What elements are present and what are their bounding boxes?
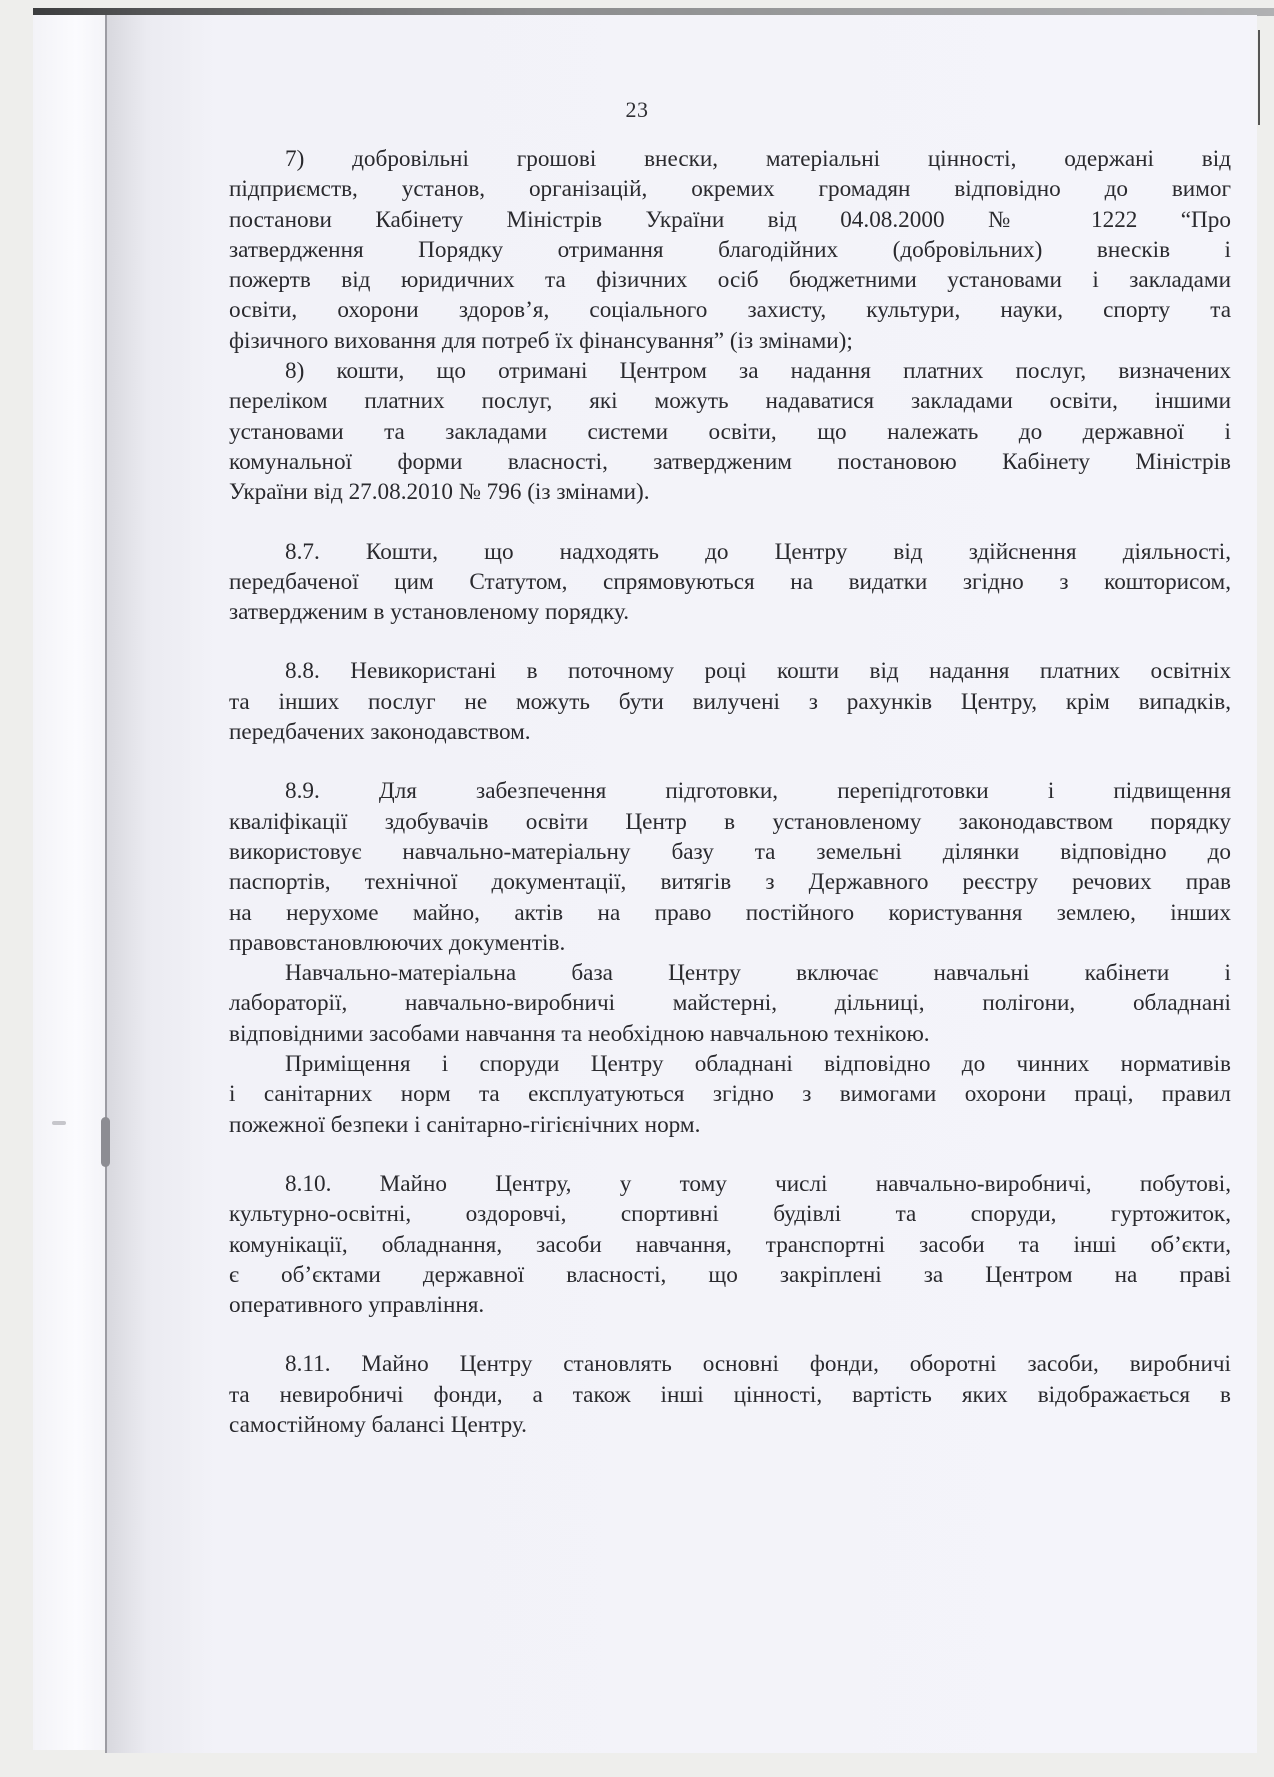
text-line: фізичного виховання для потреб їх фінансування” (із змінами);	[229, 327, 853, 354]
text-line: паспортів, технічної документації, витягів з Державного реєстру речових прав	[229, 869, 1231, 896]
text-line: 7) добровільні грошові внески, матеріальні цінності, одержані від	[285, 146, 1231, 172]
text-line: переліком платних послуг, які можуть надаватися закладами освіти, іншими	[229, 388, 1231, 415]
text-line: 8.8. Невикористані в поточному році кошти від надання платних освітніх	[285, 658, 1231, 685]
text-line: є об’єктами державної власності, що закріплені за Центром на праві	[229, 1261, 1231, 1288]
text-line: підприємств, установ, організацій, окремих громадян відповідно до вимог	[229, 176, 1231, 203]
text-line: України від 27.08.2010 № 796 (із змінами).	[229, 479, 650, 506]
document-body	[229, 144, 1231, 1440]
section-8-10	[229, 1169, 1231, 1320]
text-line: постанови Кабінету Міністрів України від 04.08.2000 № 1222 “Про	[229, 206, 1231, 233]
paragraph-item-7	[229, 144, 1231, 356]
text-line: затвердження Порядку отримання благодійних (добровільних) внесків і	[229, 236, 1231, 263]
text-line: установами та закладами системи освіти, що належать до державної і	[229, 418, 1231, 445]
section-8-8	[229, 656, 1231, 747]
text-line: передбачених законодавством.	[229, 719, 531, 746]
text-line: Приміщення і споруди Центру обладнані відповідно до чинних нормативів	[285, 1051, 1231, 1078]
text-line: та невиробничі фонди, а також інші цінності, вартість яких відображається в	[229, 1381, 1231, 1408]
text-line: 8.7. Кошти, що надходять до Центру від здійснення діяльності,	[285, 538, 1231, 565]
text-line: 8.9. Для забезпечення підготовки, перепідготовки і підвищення	[285, 778, 1231, 805]
text-line: відповідними засобами навчання та необхідною навчальною технікою.	[229, 1020, 930, 1047]
text-line: пожежної безпеки і санітарно-гігієнічних норм.	[229, 1111, 701, 1138]
text-line: та інших послуг не можуть бути вилучені з рахунків Центру, крім випадків,	[229, 688, 1231, 715]
text-line: на нерухоме майно, актів на право постійного користування землею, інших	[229, 899, 1231, 926]
text-line: 8) кошти, що отримані Центром за надання платних послуг, визначених	[285, 358, 1231, 385]
paragraph-premises	[229, 1049, 1231, 1140]
text-line: комунальної форми власності, затвердженим постановою Кабінету Міністрів	[229, 448, 1231, 475]
scan-speck	[52, 1121, 66, 1125]
text-line: освіти, охорони здоров’я, соціального захисту, культури, науки, спорту та	[229, 297, 1231, 324]
text-line: самостійному балансі Центру.	[229, 1411, 527, 1438]
section-8-7	[229, 537, 1231, 628]
adjacent-page-edge	[33, 15, 105, 1750]
paragraph-item-8	[229, 356, 1231, 507]
text-line: лабораторії, навчально-виробничі майстерні, дільниці, полігони, обладнані	[229, 990, 1231, 1017]
page-number: 23	[625, 97, 649, 122]
text-line: і санітарних норм та експлуатуються згідно з вимогами охорони праці, правил	[229, 1081, 1231, 1108]
text-line: 8.11. Майно Центру становлять основні фонди, оборотні засоби, виробничі	[285, 1351, 1231, 1378]
text-line: правовстановлюючих документів.	[229, 929, 566, 956]
text-line: затвердженим в установленому порядку.	[229, 599, 630, 626]
text-line: використовує навчально-матеріальну базу та земельні ділянки відповідно до	[229, 838, 1231, 865]
text-line: пожертв від юридичних та фізичних осіб бюджетними установами і закладами	[229, 267, 1231, 294]
text-line: Навчально-матеріальна база Центру включає навчальні кабінети і	[285, 960, 1231, 987]
text-line: комунікації, обладнання, засоби навчання, транспортні засоби та інші об’єкти,	[229, 1231, 1231, 1258]
section-8-11	[229, 1349, 1231, 1440]
binding-mark	[101, 1117, 110, 1167]
section-8-9	[229, 776, 1231, 958]
text-line: 8.10. Майно Центру, у тому числі навчально-виробничі, побутові,	[285, 1170, 1231, 1197]
text-line: передбаченої цим Статутом, спрямовуються на видатки згідно з кошторисом,	[229, 568, 1231, 595]
text-line: культурно-освітні, оздоровчі, спортивні будівлі та споруди, гуртожиток,	[229, 1201, 1231, 1228]
text-line: оперативного управління.	[229, 1292, 485, 1319]
text-line: кваліфікації здобувачів освіти Центр в установленому законодавством порядку	[229, 808, 1231, 835]
paragraph-training-base	[229, 958, 1231, 1049]
